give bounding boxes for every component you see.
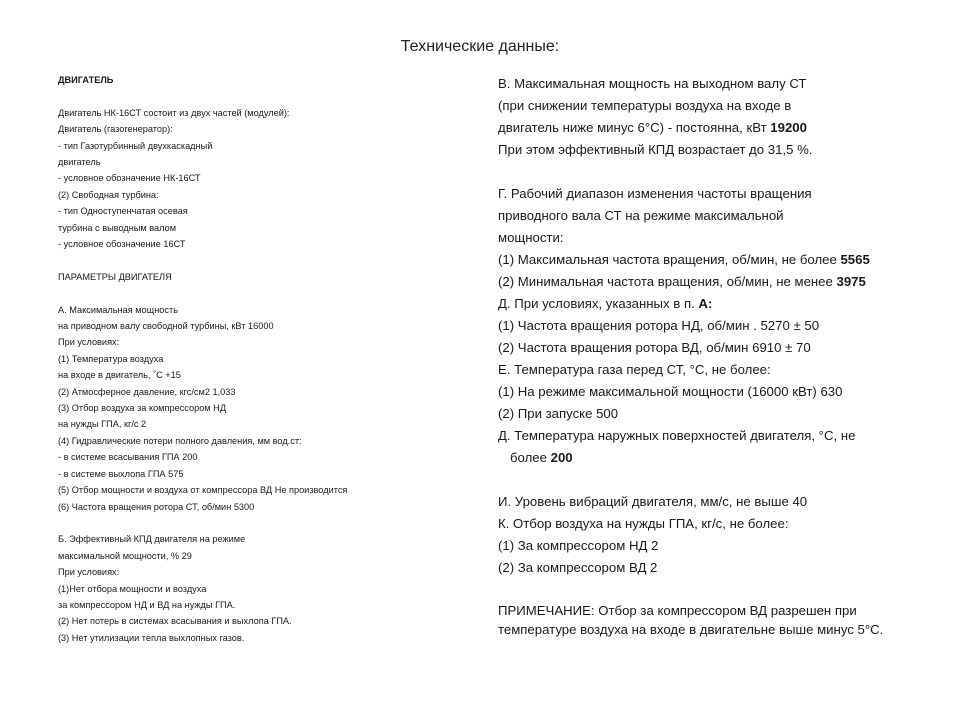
section-v-power-value: 19200 — [770, 120, 807, 135]
engine-line: - условное обозначение 16СТ — [58, 239, 186, 250]
blank-line — [58, 252, 458, 268]
section-g-line: Г. Рабочий диапазон изменения частоты вращения — [498, 186, 812, 201]
engine-line: - условное обозначение НК-16СТ — [58, 173, 201, 184]
section-a-line: (5) Отбор мощности и воздуха от компрессора ВД Не производится — [58, 485, 348, 496]
note-line: ПРИМЕЧАНИЕ: Отбор за компрессором ВД разрешен при — [498, 603, 857, 618]
section-a-line: (1) Температура воздуха — [58, 353, 164, 364]
blank-line — [498, 469, 918, 491]
section-a-line: на приводном валу свободной турбины, кВт 16000 — [58, 321, 274, 332]
section-g-max-text: (1) Максимальная частота вращения, об/мин, не более — [498, 252, 841, 267]
section-b-line: за компрессором НД и ВД на нужды ГПА. — [58, 599, 236, 610]
section-v-power-line — [498, 117, 918, 139]
section-a-line: - в системе выхлопа ГПА 575 — [58, 468, 184, 479]
blank-line — [498, 579, 918, 601]
section-d2-line: Д. Температура наружных поверхностей двигателя, °С, не — [498, 428, 856, 443]
section-k-line: К. Отбор воздуха на нужды ГПА, кг/с, не более: — [498, 516, 789, 531]
section-a-line: на входе в двигатель, ˚С +15 — [58, 370, 181, 381]
blank-line — [498, 161, 918, 183]
section-d-text: Д. При условиях, указанных в п. — [498, 296, 699, 311]
section-a-line: (4) Гидравлические потери полного давления, мм вод.ст: — [58, 435, 302, 446]
section-k-item: (1) За компрессором НД 2 — [498, 538, 659, 553]
engine-line: - тип Одноступенчатая осевая — [58, 206, 188, 217]
section-v-line: При этом эффективный КПД возрастает до 31,5 %. — [498, 142, 813, 157]
engine-line: турбина с выводным валом — [58, 222, 177, 233]
section-g-line: приводного вала СТ на режиме максимальной — [498, 208, 784, 223]
section-a-line: При условиях: — [58, 337, 120, 348]
section-g-max-value: 5565 — [840, 252, 870, 267]
blank-line — [58, 285, 458, 301]
engine-line: Двигатель (газогенератор): — [58, 124, 173, 135]
engine-heading: ДВИГАТЕЛЬ — [58, 75, 114, 85]
section-e-line: Е. Температура газа перед СТ, °С, не более: — [498, 362, 771, 377]
section-b-line: (3) Нет утилизации тепла выхлопных газов. — [58, 632, 245, 643]
page-title: Технические данные: — [400, 38, 560, 55]
engine-line: - тип Газотурбинный двухкаскадный — [58, 140, 213, 151]
section-g-line: мощности: — [498, 230, 564, 245]
section-d-ref: А: — [698, 296, 713, 311]
section-a-line: - в системе всасывания ГПА 200 — [58, 452, 198, 463]
engine-line: двигатель — [58, 157, 101, 168]
engine-specs-column — [58, 72, 458, 646]
section-b-line: При условиях: — [58, 567, 120, 578]
blank-line — [58, 515, 458, 531]
section-a-line: (2) Атмосферное давление, кгс/см2 1,033 — [58, 386, 236, 397]
engine-line: (2) Свободная турбина: — [58, 189, 159, 200]
section-v-power-text: двигатель ниже минус 6°С) - постоянна, кВт — [498, 120, 771, 135]
section-d-item: (1) Частота вращения ротора НД, об/мин . 5270 ± 50 — [498, 318, 820, 333]
operating-data-column — [498, 73, 918, 639]
section-e-item: (2) При запуске 500 — [498, 406, 619, 421]
section-g-min-value: 3975 — [836, 274, 866, 289]
section-i-line: И. Уровень вибраций двигателя, мм/с, не выше 40 — [498, 494, 808, 509]
section-d-item: (2) Частота вращения ротора ВД, об/мин 6910 ± 70 — [498, 340, 811, 355]
section-b-line: Б. Эффективный КПД двигателя на режиме — [58, 534, 246, 545]
engine-line: Двигатель НК-16СТ состоит из двух частей (модулей): — [58, 107, 290, 118]
section-g-min-line — [498, 271, 918, 293]
blank-line — [58, 88, 458, 104]
section-a-line: (3) Отбор воздуха за компрессором НД — [58, 403, 227, 414]
section-d2-text: более — [510, 450, 551, 465]
section-d2-value-line — [498, 447, 918, 469]
params-heading: ПАРАМЕТРЫ ДВИГАТЕЛЯ — [58, 271, 172, 282]
section-v-line: (при снижении температуры воздуха на входе в — [498, 98, 792, 113]
section-e-item: (1) На режиме максимальной мощности (16000 кВт) 630 — [498, 384, 843, 399]
section-d2-value: 200 — [550, 450, 573, 465]
section-k-item: (2) За компрессором ВД 2 — [498, 560, 658, 575]
section-g-min-text: (2) Минимальная частота вращения, об/мин, не менее — [498, 274, 837, 289]
section-b-line: максимальной мощности, % 29 — [58, 550, 192, 561]
section-a-line: А. Максимальная мощность — [58, 304, 178, 315]
section-a-line: (6) Частота вращения ротора СТ, об/мин 5300 — [58, 501, 255, 512]
section-a-line: на нужды ГПА, кг/с 2 — [58, 419, 147, 430]
section-v-line: В. Максимальная мощность на выходном валу СТ — [498, 76, 807, 91]
section-b-line: (2) Нет потерь в системах всасывания и выхлопа ГПА. — [58, 616, 292, 627]
section-g-max-line — [498, 249, 918, 271]
section-b-line: (1)Нет отбора мощности и воздуха — [58, 583, 207, 594]
note-line: температуре воздуха на входе в двигательне выше минус 5°С. — [498, 622, 884, 637]
section-d-line — [498, 293, 918, 315]
